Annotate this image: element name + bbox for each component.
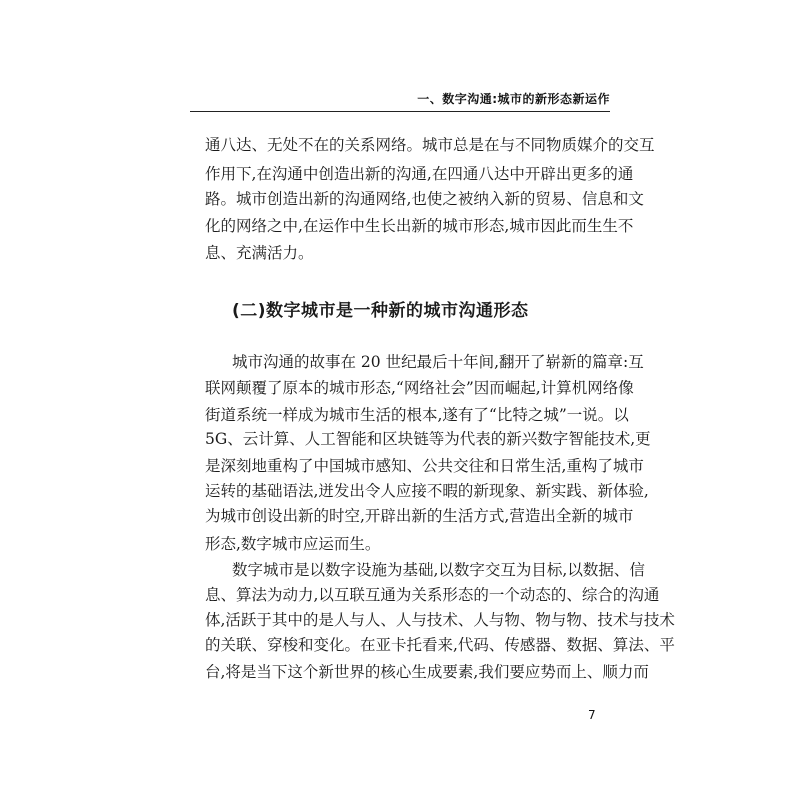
body-line: 化的网络之中,在运作中生长出新的城市形态,城市因此而生生不 [205, 217, 634, 235]
body-line: 通八达、无处不在的关系网络。城市总是在与不同物质媒介的交互 [205, 136, 655, 154]
body-line: 形态,数字城市应运而生。 [205, 535, 381, 553]
body-line: 路。城市创造出新的沟通网络,也使之被纳入新的贸易、信息和文 [205, 190, 644, 208]
section-heading: (二)数字城市是一种新的城市沟通形态 [232, 301, 529, 321]
body-line: 作用下,在沟通中创造出新的沟通,在四通八达中开辟出更多的通 [205, 165, 634, 183]
body-line: 息、充满活力。 [205, 244, 314, 262]
body-line: 城市沟通的故事在 20 世纪最后十年间,翻开了崭新的篇章:互 [232, 353, 644, 371]
body-line: 息、算法为动力,以互联互通为关系形态的一个动态的、综合的沟通 [205, 586, 660, 604]
body-line: 的关联、穿梭和变化。在亚卡托看来,代码、传感器、数据、算法、平 [205, 636, 675, 654]
body-line: 街道系统一样成为城市生活的根本,遂有了“比特之城”一说。以 [205, 406, 629, 424]
page-number: 7 [588, 708, 596, 722]
body-line: 为城市创设出新的时空,开辟出新的生活方式,营造出全新的城市 [205, 507, 634, 525]
body-line: 台,将是当下这个新世界的核心生成要素,我们要应势而上、顺力而 [205, 663, 649, 681]
body-line: 5G、云计算、人工智能和区块链等为代表的新兴数字智能技术,更 [205, 430, 651, 448]
body-line: 体,活跃于其中的是人与人、人与技术、人与物、物与物、技术与技术 [205, 611, 675, 629]
running-header: 一、数字沟通:城市的新形态新运作 [417, 92, 610, 106]
body-line: 运转的基础语法,迸发出令人应接不暇的新现象、新实践、新体验, [205, 482, 649, 500]
header-divider [190, 111, 610, 112]
body-line: 是深刻地重构了中国城市感知、公共交往和日常生活,重构了城市 [205, 457, 644, 475]
body-line: 联网颠覆了原本的城市形态,“网络社会”因而崛起,计算机网络像 [205, 379, 634, 397]
body-line: 数字城市是以数字设施为基础,以数字交互为目标,以数据、信 [232, 561, 645, 579]
